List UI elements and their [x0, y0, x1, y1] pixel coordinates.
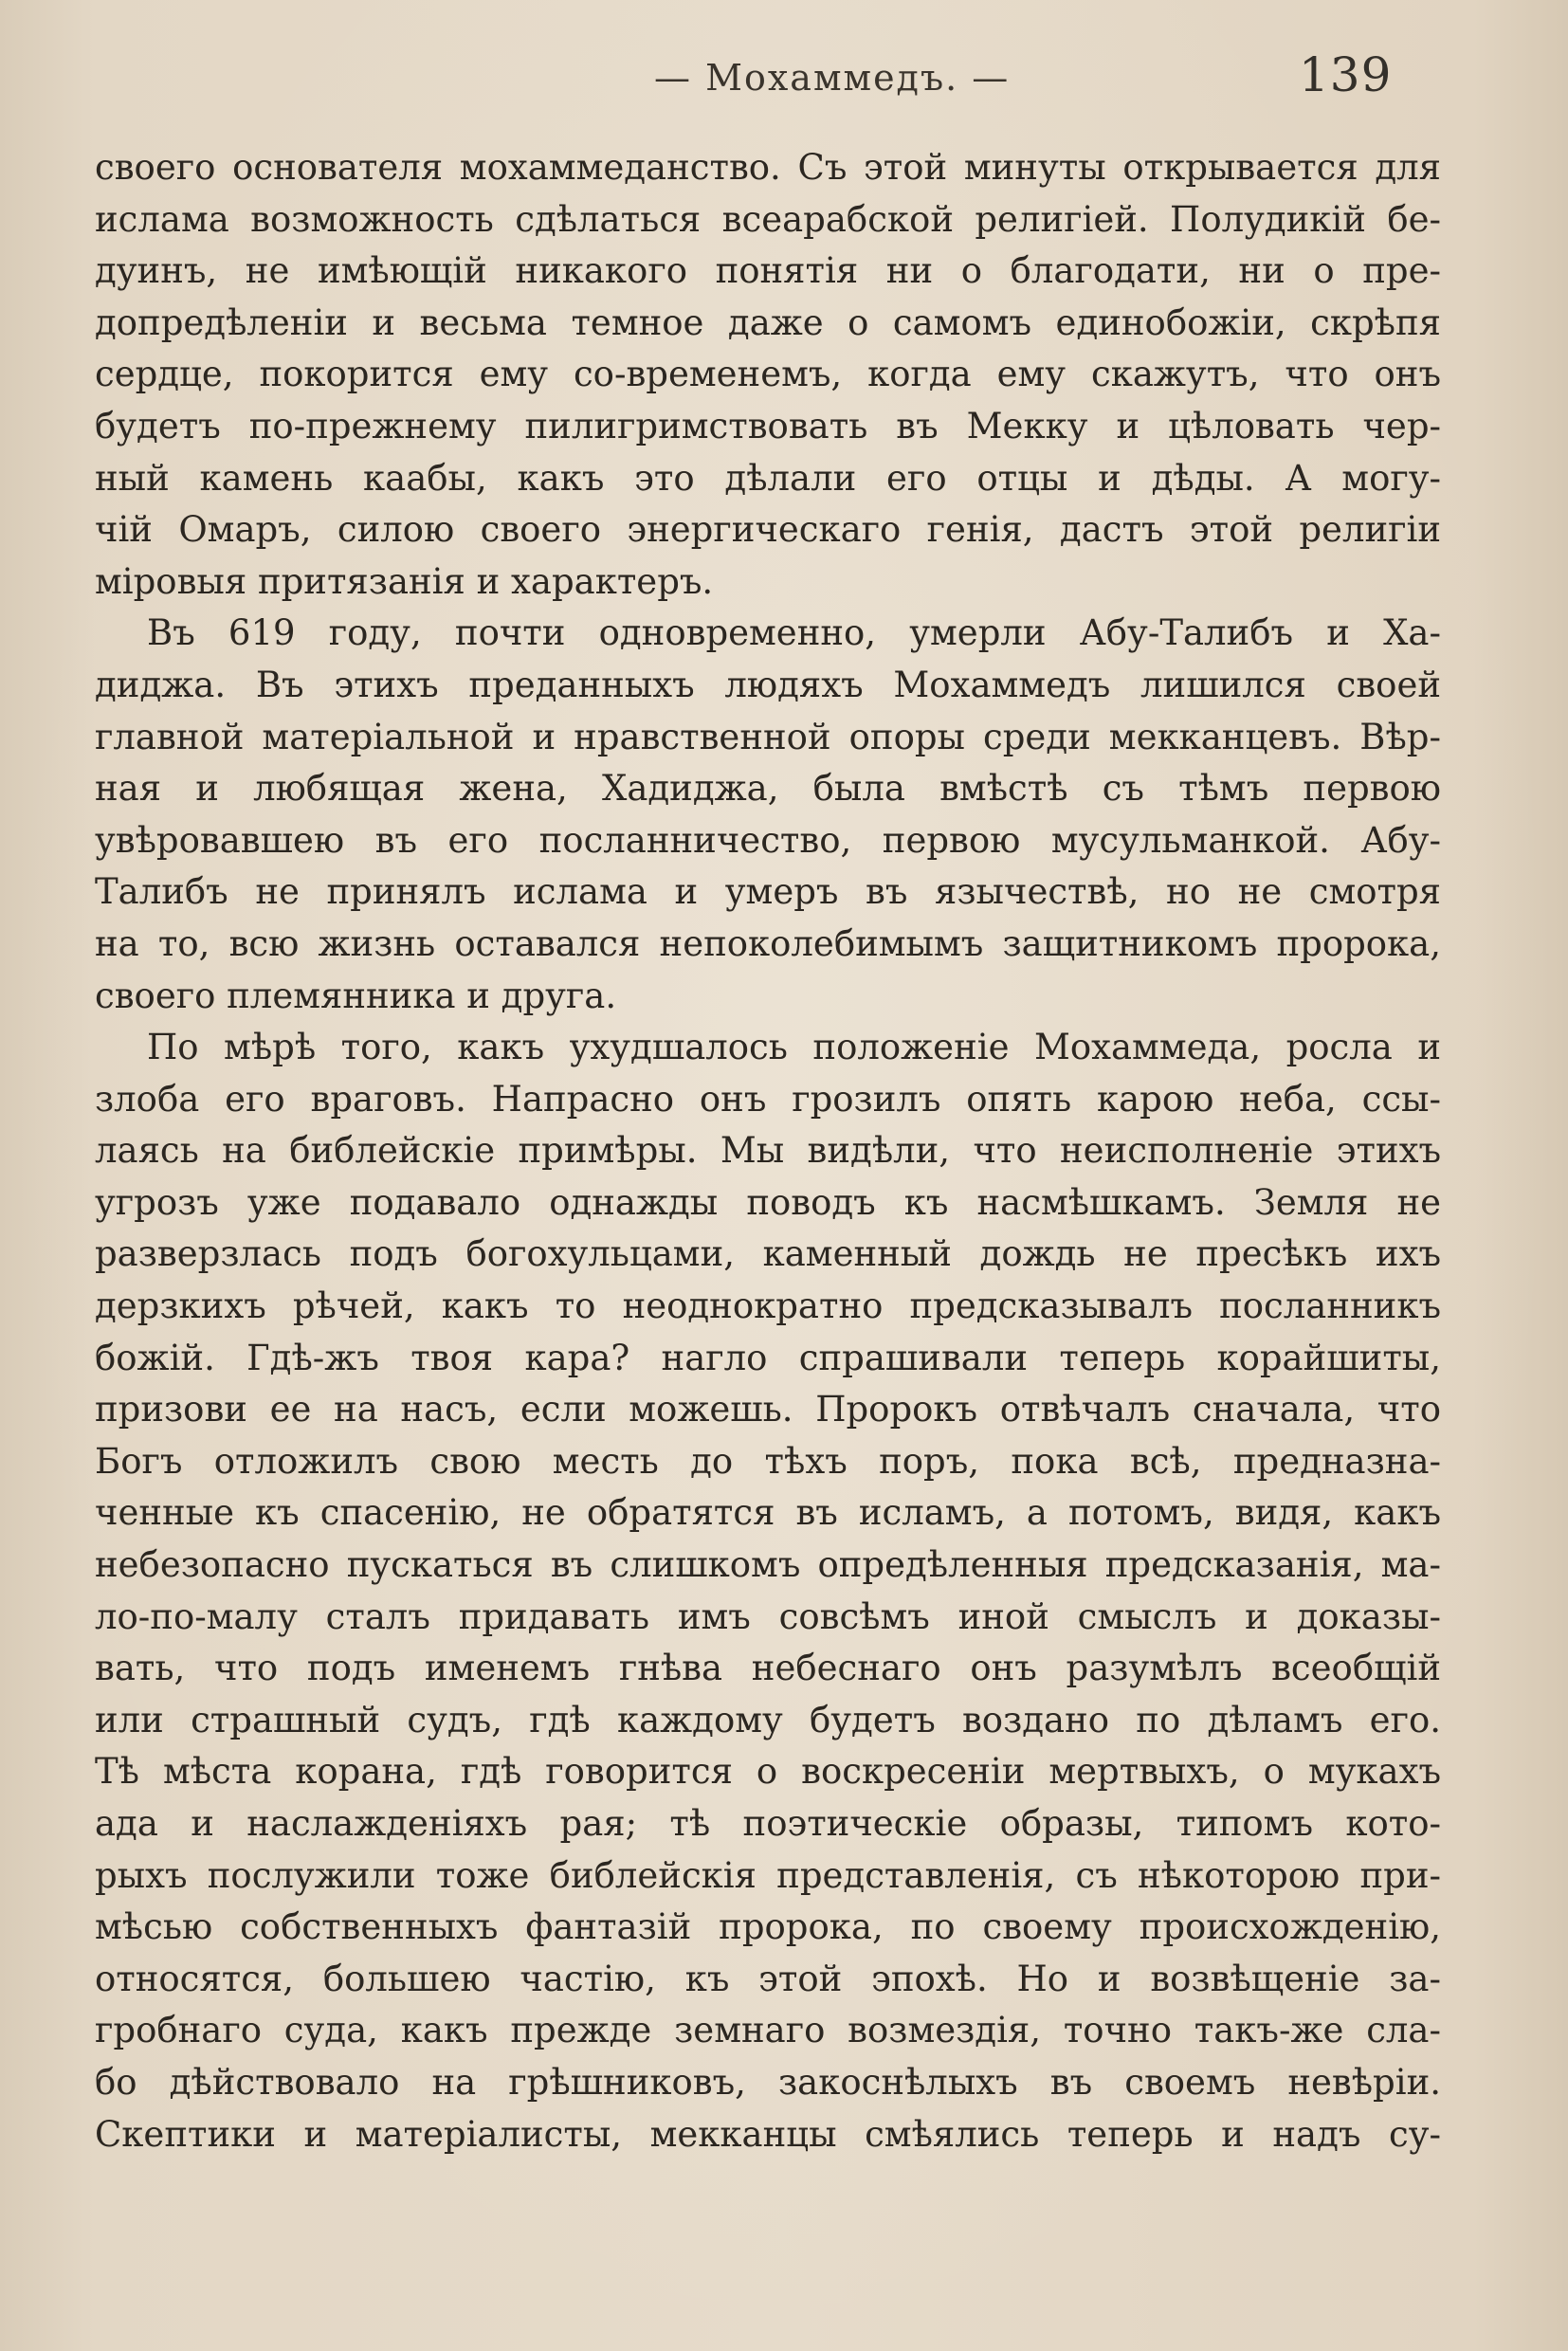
text-line: главной матеріальной и нравственной опоры среди мекканцевъ. Вѣр-: [95, 716, 1441, 757]
text-line: своего племянника и друга.: [95, 975, 617, 1016]
text-line: вать, что подъ именемъ гнѣва небеснаго онъ разумѣлъ всеобщій: [95, 1648, 1441, 1689]
text-line: своего основателя мохаммеданство. Съ этой минуты открывается для: [95, 147, 1441, 188]
text-line: ло-по-малу сталъ придавать имъ совсѣмъ иной смыслъ и доказы-: [95, 1595, 1441, 1637]
text-line: Тѣ мѣста корана, гдѣ говорится о воскресеніи мертвыхъ, о мукахъ: [95, 1751, 1441, 1793]
text-line: Скептики и матеріалисты, мекканцы смѣялись теперь и надъ су-: [95, 2113, 1441, 2155]
text-line: гробнаго суда, какъ прежде земнаго возмездія, точно такъ-же сла-: [95, 2010, 1441, 2051]
paragraph: [95, 608, 1441, 1022]
text-line: злоба его враговъ. Напрасно онъ грозилъ опять карою неба, ссы-: [95, 1078, 1441, 1120]
text-line: небезопасно пускаться въ слишкомъ опредѣленныя предсказанія, ма-: [95, 1544, 1441, 1586]
text-line: ада и наслажденіяхъ рая; тѣ поэтическіе образы, типомъ кото-: [95, 1803, 1441, 1844]
running-head: — Мохаммедъ. —: [654, 57, 1011, 99]
text-line: увѣровавшею въ его посланничество, первою мусульманкой. Абу-: [95, 819, 1441, 861]
paragraph: [95, 142, 1441, 608]
text-line: на то, всю жизнь оставался непоколебимымъ защитникомъ пророка,: [95, 922, 1441, 964]
text-line: лаясь на библейскіе примѣры. Мы видѣли, что неисполненіе этихъ: [95, 1130, 1441, 1172]
text-line: дерзкихъ рѣчей, какъ то неоднократно предсказывалъ посланникъ: [95, 1285, 1441, 1327]
text-line: угрозъ уже подавало однажды поводъ къ насмѣшкамъ. Земля не: [95, 1181, 1441, 1223]
text-line: относятся, большею частію, къ этой эпохѣ. Но и возвѣщеніе за-: [95, 1958, 1441, 1999]
text-line: ченные къ спасенію, не обратятся въ исламъ, а потомъ, видя, какъ: [95, 1492, 1441, 1534]
text-line: будетъ по-прежнему пилигримствовать въ Мекку и цѣловать чер-: [95, 405, 1441, 447]
text-line: мѣсью собственныхъ фантазій пророка, по своему происхожденію,: [95, 1906, 1441, 1948]
text-line: допредѣленіи и весьма темное даже о самомъ единобожіи, скрѣпя: [95, 301, 1441, 343]
text-line: міровыя притязанія и характеръ.: [95, 560, 714, 602]
text-line: диджа. Въ этихъ преданныхъ людяхъ Мохаммедъ лишился своей: [95, 664, 1441, 705]
text-line: ный камень каабы, какъ это дѣлали его отцы и дѣды. А могу-: [95, 457, 1441, 499]
text-line: бо дѣйствовало на грѣшниковъ, закоснѣлыхъ въ своемъ невѣріи.: [95, 2061, 1441, 2103]
text-line: По мѣрѣ того, какъ ухудшалось положеніе Мохаммеда, росла и: [147, 1027, 1441, 1068]
text-line: божій. Гдѣ-жъ твоя кара? нагло спрашивали теперь корайшиты,: [95, 1337, 1441, 1378]
body-text: [95, 142, 1441, 2160]
text-line: дуинъ, не имѣющій никакого понятія ни о благодати, ни о пре-: [95, 250, 1441, 292]
text-line: Талибъ не принялъ ислама и умеръ въ язычествѣ, но не смотря: [95, 871, 1441, 913]
page-header: [95, 40, 1441, 116]
text-line: рыхъ послужили тоже библейскія представленія, съ нѣкоторою при-: [95, 1854, 1441, 1896]
text-line: Въ 619 году, почти одновременно, умерли Абу-Талибъ и Ха-: [147, 612, 1441, 654]
text-line: или страшный судъ, гдѣ каждому будетъ воздано по дѣламъ его.: [95, 1699, 1441, 1740]
text-line: Богъ отложилъ свою месть до тѣхъ поръ, пока всѣ, предназна-: [95, 1440, 1441, 1482]
text-line: сердце, покорится ему со-временемъ, когда ему скажутъ, что онъ: [95, 354, 1441, 395]
text-line: призови ее на насъ, если можешь. Пророкъ отвѣчалъ сначала, что: [95, 1389, 1441, 1431]
text-line: ная и любящая жена, Хадиджа, была вмѣстѣ съ тѣмъ первою: [95, 768, 1441, 810]
text-line: ислама возможность сдѣлаться всеарабской религіей. Полудикій бе-: [95, 198, 1441, 240]
page-number: 139: [1299, 47, 1393, 102]
text-line: разверзлась подъ богохульцами, каменный дождь не пресѣкъ ихъ: [95, 1233, 1441, 1275]
text-line: чій Омаръ, силою своего энергическаго генія, дастъ этой религіи: [95, 509, 1441, 551]
paragraph: [95, 1022, 1441, 2160]
